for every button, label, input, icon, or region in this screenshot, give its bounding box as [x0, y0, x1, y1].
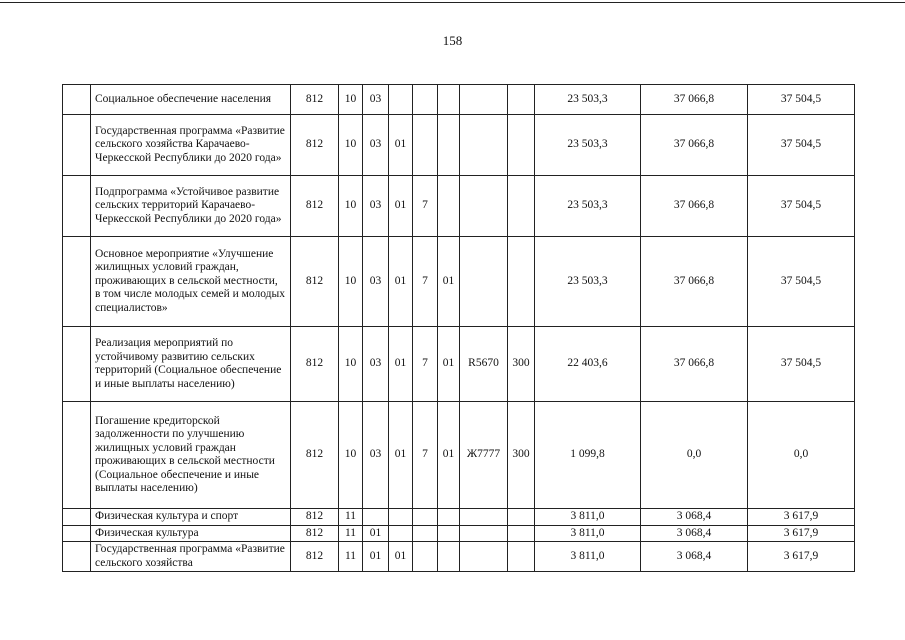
section-code: 11 — [339, 542, 363, 572]
subsection-code: 03 — [363, 327, 389, 402]
amount-year-2: 3 068,4 — [641, 542, 748, 572]
direction-code: R5670 — [460, 327, 508, 402]
amount-year-3: 3 617,9 — [748, 542, 855, 572]
amount-year-1: 1 099,8 — [535, 402, 641, 509]
table-row — [63, 542, 855, 572]
direction-code — [460, 542, 508, 572]
account-code: 812 — [291, 542, 339, 572]
program-code: 01 — [389, 402, 413, 509]
amount-year-1: 23 503,3 — [535, 115, 641, 176]
program-code: 01 — [389, 115, 413, 176]
event-code — [438, 85, 460, 115]
account-code: 812 — [291, 525, 339, 542]
row-name: Физическая культура и спорт — [91, 509, 291, 526]
row-number-cell — [63, 509, 91, 526]
section-code: 11 — [339, 509, 363, 526]
event-code: 01 — [438, 327, 460, 402]
amount-year-2: 37 066,8 — [641, 327, 748, 402]
expense-type-code — [508, 85, 535, 115]
amount-year-1: 23 503,3 — [535, 176, 641, 237]
table-row — [63, 85, 855, 115]
amount-year-1: 22 403,6 — [535, 327, 641, 402]
subsection-code: 01 — [363, 542, 389, 572]
event-code: 01 — [438, 237, 460, 327]
section-code: 10 — [339, 327, 363, 402]
row-number-cell — [63, 85, 91, 115]
amount-year-3: 37 504,5 — [748, 327, 855, 402]
row-name: Физическая культура — [91, 525, 291, 542]
expense-type-code: 300 — [508, 327, 535, 402]
subsection-code: 01 — [363, 525, 389, 542]
event-code: 01 — [438, 402, 460, 509]
program-code: 01 — [389, 327, 413, 402]
account-code: 812 — [291, 115, 339, 176]
expense-type-code: 300 — [508, 402, 535, 509]
subprogram-code: 7 — [413, 176, 438, 237]
expense-type-code — [508, 176, 535, 237]
amount-year-1: 3 811,0 — [535, 542, 641, 572]
row-name: Погашение кредиторской задолженности по улучшению жилищных условий граждан проживающих в сельской местности (Социальное обеспечение и иные выплаты населению) — [91, 402, 291, 509]
direction-code — [460, 85, 508, 115]
amount-year-3: 3 617,9 — [748, 525, 855, 542]
table-row — [63, 237, 855, 327]
row-name: Государственная программа «Развитие сельского хозяйства Карачаево-Черкесской Республики до 2020 года» — [91, 115, 291, 176]
amount-year-2: 3 068,4 — [641, 525, 748, 542]
row-name: Подпрограмма «Устойчивое развитие сельских территорий Карачаево-Черкесской Республики до 2020 года» — [91, 176, 291, 237]
subsection-code — [363, 509, 389, 526]
expense-type-code — [508, 542, 535, 572]
expense-type-code — [508, 115, 535, 176]
amount-year-3: 37 504,5 — [748, 176, 855, 237]
table-row — [63, 525, 855, 542]
amount-year-2: 0,0 — [641, 402, 748, 509]
row-name: Социальное обеспечение населения — [91, 85, 291, 115]
amount-year-3: 37 504,5 — [748, 85, 855, 115]
amount-year-3: 3 617,9 — [748, 509, 855, 526]
direction-code — [460, 509, 508, 526]
direction-code — [460, 115, 508, 176]
section-code: 10 — [339, 85, 363, 115]
subprogram-code — [413, 525, 438, 542]
event-code — [438, 176, 460, 237]
amount-year-1: 23 503,3 — [535, 85, 641, 115]
amount-year-2: 37 066,8 — [641, 85, 748, 115]
subsection-code: 03 — [363, 176, 389, 237]
row-name: Государственная программа «Развитие сельского хозяйства — [91, 542, 291, 572]
program-code: 01 — [389, 542, 413, 572]
amount-year-1: 23 503,3 — [535, 237, 641, 327]
row-number-cell — [63, 327, 91, 402]
budget-table — [62, 84, 855, 572]
event-code — [438, 115, 460, 176]
expense-type-code — [508, 509, 535, 526]
subsection-code: 03 — [363, 402, 389, 509]
account-code: 812 — [291, 509, 339, 526]
row-number-cell — [63, 402, 91, 509]
table-row — [63, 176, 855, 237]
event-code — [438, 509, 460, 526]
amount-year-1: 3 811,0 — [535, 509, 641, 526]
table-row — [63, 327, 855, 402]
subsection-code: 03 — [363, 237, 389, 327]
row-name: Основное мероприятие «Улучшение жилищных условий граждан, проживающих в сельской местности, в том числе молодых семей и молодых специалистов» — [91, 237, 291, 327]
row-name: Реализация мероприятий по устойчивому развитию сельских территорий (Социальное обеспечение и иные выплаты населению) — [91, 327, 291, 402]
section-code: 10 — [339, 176, 363, 237]
program-code — [389, 85, 413, 115]
amount-year-2: 37 066,8 — [641, 115, 748, 176]
amount-year-2: 3 068,4 — [641, 509, 748, 526]
account-code: 812 — [291, 85, 339, 115]
amount-year-2: 37 066,8 — [641, 176, 748, 237]
program-code: 01 — [389, 237, 413, 327]
table-row — [63, 509, 855, 526]
subprogram-code — [413, 509, 438, 526]
subsection-code: 03 — [363, 115, 389, 176]
account-code: 812 — [291, 402, 339, 509]
subprogram-code: 7 — [413, 327, 438, 402]
table-row — [63, 402, 855, 509]
row-number-cell — [63, 525, 91, 542]
direction-code — [460, 176, 508, 237]
amount-year-3: 37 504,5 — [748, 237, 855, 327]
direction-code — [460, 525, 508, 542]
direction-code: Ж7777 — [460, 402, 508, 509]
row-number-cell — [63, 237, 91, 327]
section-code: 10 — [339, 237, 363, 327]
account-code: 812 — [291, 176, 339, 237]
section-code: 10 — [339, 402, 363, 509]
section-code: 10 — [339, 115, 363, 176]
amount-year-3: 37 504,5 — [748, 115, 855, 176]
section-code: 11 — [339, 525, 363, 542]
program-code — [389, 509, 413, 526]
row-number-cell — [63, 542, 91, 572]
subprogram-code: 7 — [413, 237, 438, 327]
amount-year-3: 0,0 — [748, 402, 855, 509]
program-code: 01 — [389, 176, 413, 237]
page-top-rule — [0, 2, 905, 3]
subprogram-code — [413, 115, 438, 176]
amount-year-2: 37 066,8 — [641, 237, 748, 327]
account-code: 812 — [291, 237, 339, 327]
program-code — [389, 525, 413, 542]
table-row — [63, 115, 855, 176]
subprogram-code — [413, 85, 438, 115]
amount-year-1: 3 811,0 — [535, 525, 641, 542]
expense-type-code — [508, 525, 535, 542]
subsection-code: 03 — [363, 85, 389, 115]
page-number: 158 — [442, 33, 463, 48]
row-number-cell — [63, 176, 91, 237]
subprogram-code — [413, 542, 438, 572]
account-code: 812 — [291, 327, 339, 402]
direction-code — [460, 237, 508, 327]
event-code — [438, 542, 460, 572]
event-code — [438, 525, 460, 542]
row-number-cell — [63, 115, 91, 176]
subprogram-code: 7 — [413, 402, 438, 509]
expense-type-code — [508, 237, 535, 327]
